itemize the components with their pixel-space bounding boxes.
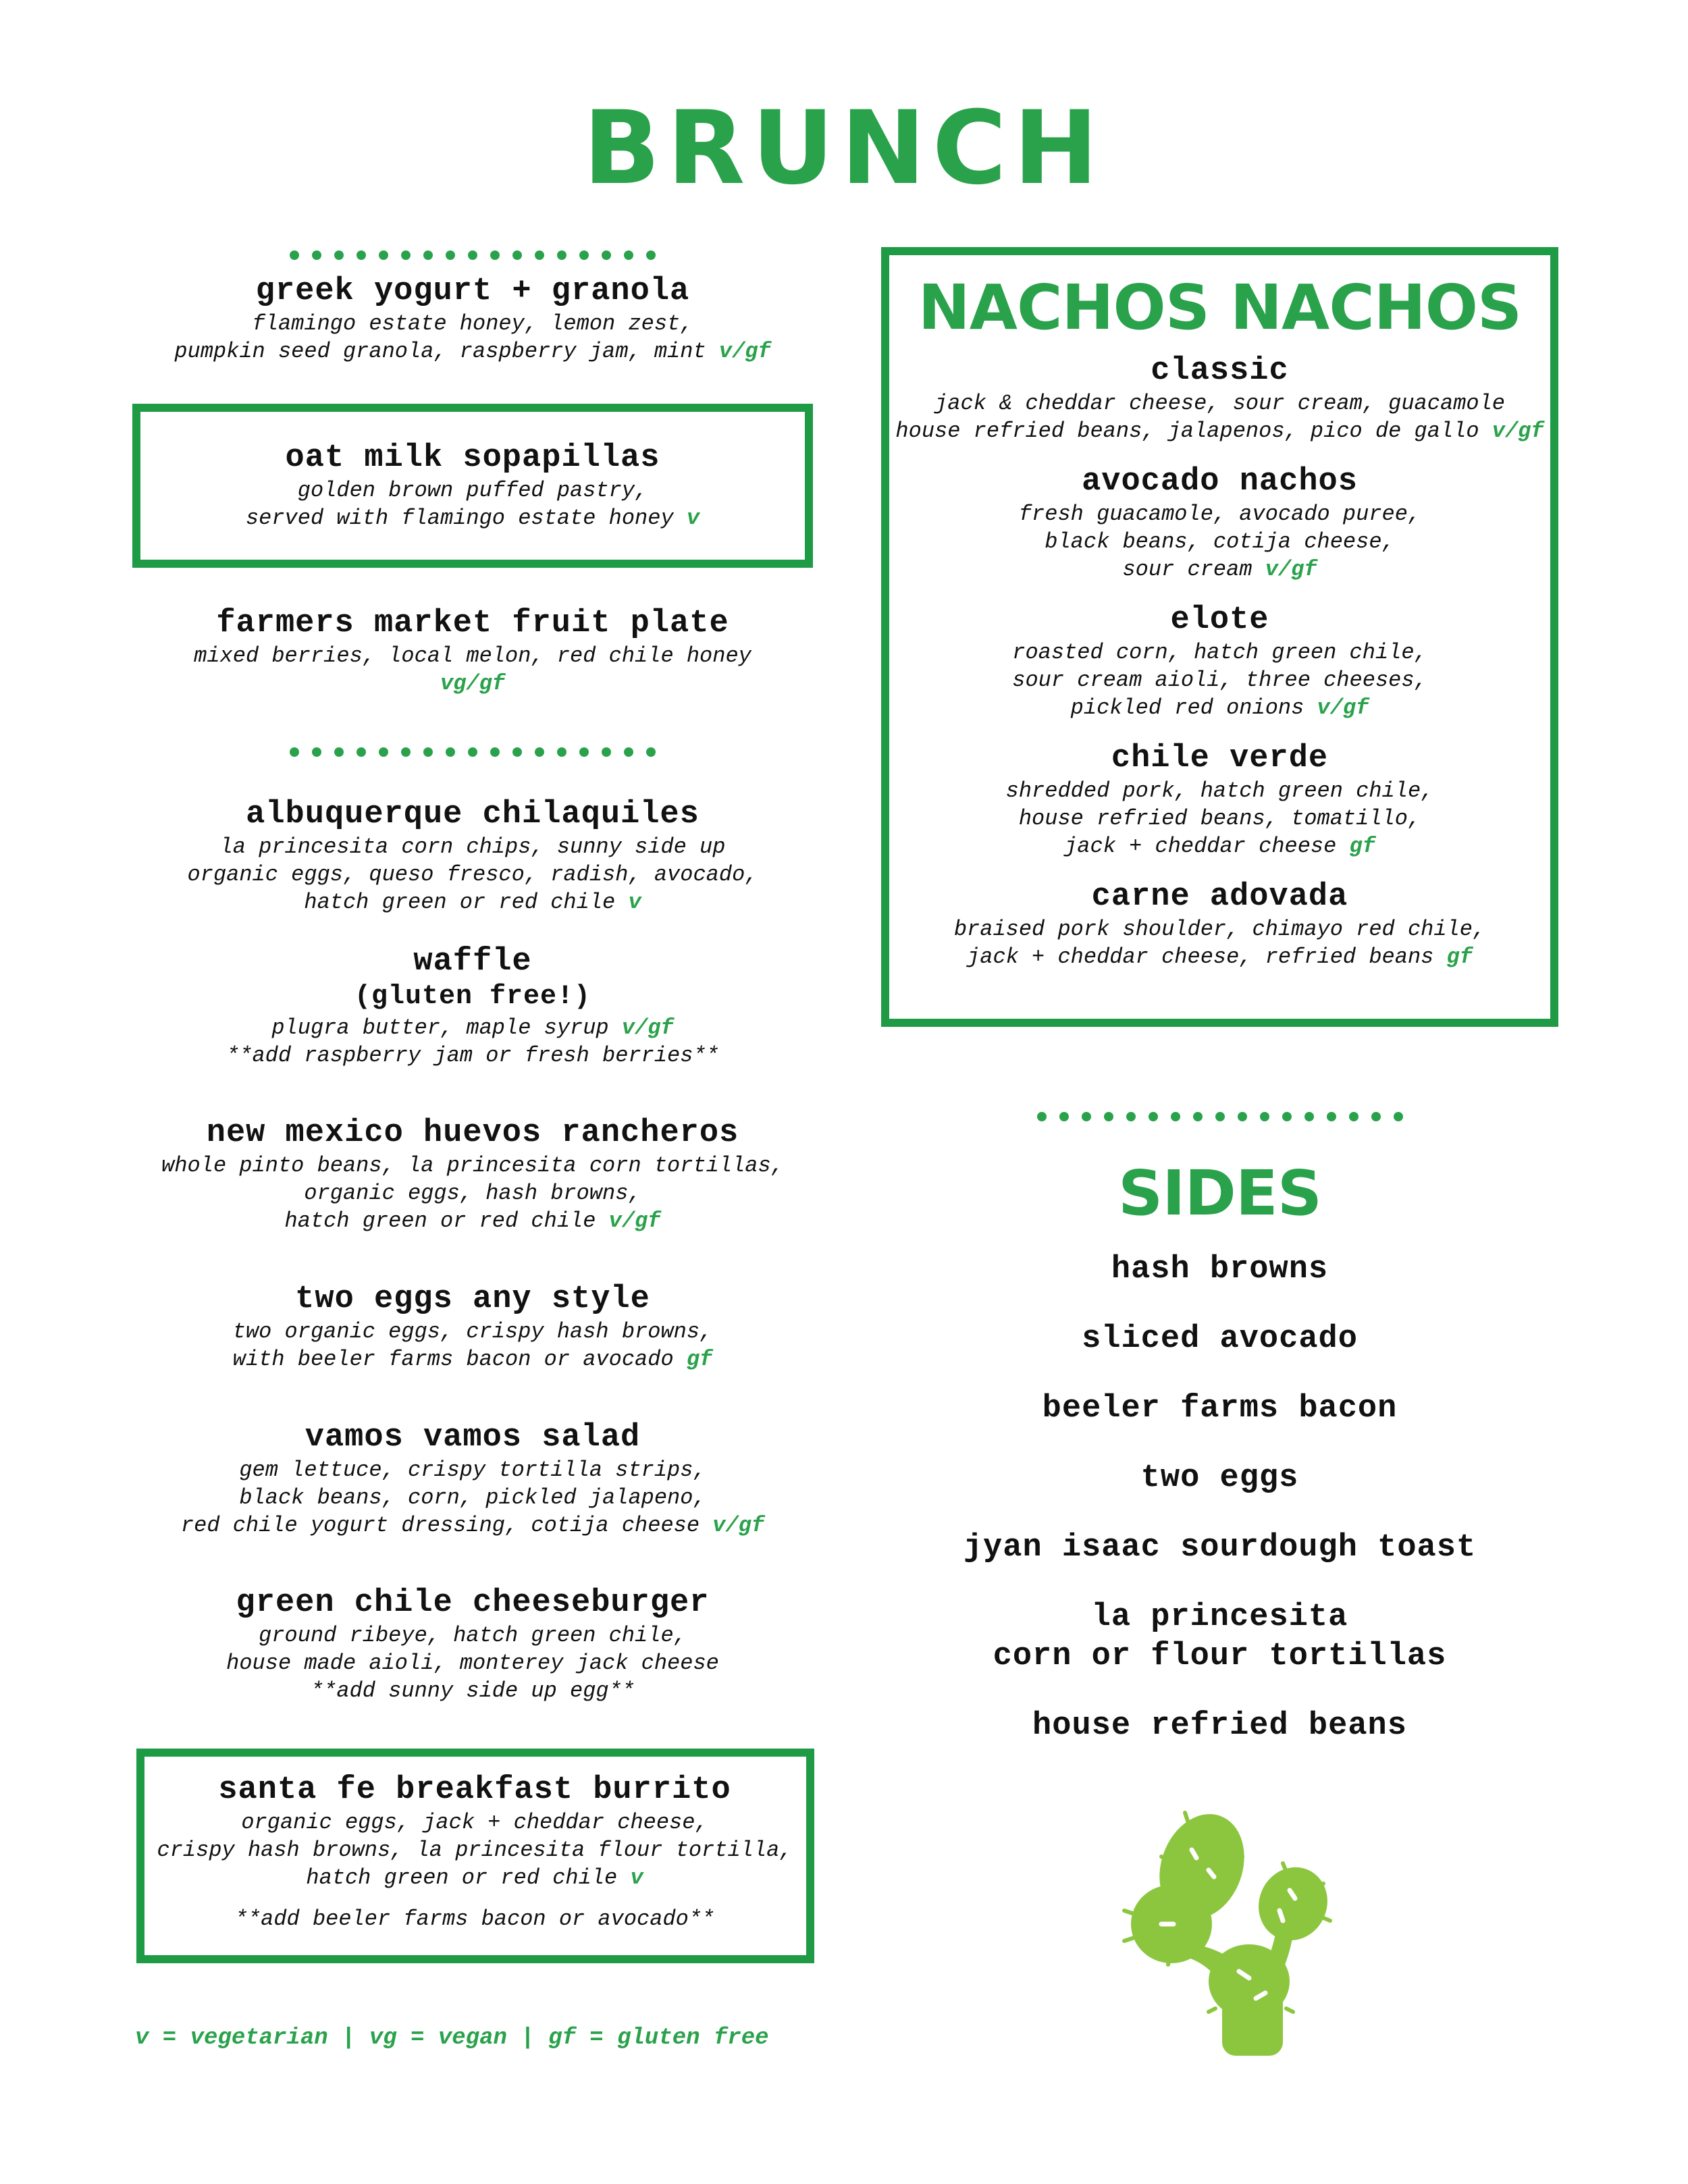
- item-name: avocado nachos: [1082, 464, 1358, 500]
- menu-item: [135, 1420, 810, 1539]
- item-note: **add beeler farms bacon or avocado**: [234, 1907, 715, 1932]
- menu-item: [135, 273, 810, 365]
- item-note: **add sunny side up egg**: [310, 1678, 635, 1703]
- item-desc: la princesita corn chips, sunny side up: [219, 834, 726, 859]
- item-name: farmers market fruit plate: [216, 606, 729, 641]
- diet-tag: v: [628, 890, 641, 915]
- item-desc: golden brown puffed pastry,: [297, 478, 648, 503]
- diet-tag: v/gf: [621, 1015, 674, 1040]
- menu-item: [135, 1585, 810, 1705]
- item-name: oat milk sopapillas: [285, 440, 660, 476]
- item-desc: black beans, corn, pickled jalapeno,: [239, 1485, 706, 1510]
- item-desc: sour cream: [1122, 557, 1252, 582]
- diet-tag: v/gf: [1492, 419, 1544, 444]
- item-name: two eggs any style: [295, 1281, 650, 1317]
- dot-divider-wrap: [881, 1099, 1558, 1126]
- item-desc: jack + cheddar cheese, refried beans: [967, 944, 1434, 969]
- item-desc: pumpkin seed granola, raspberry jam, mint: [174, 339, 706, 364]
- sides-section: [881, 1157, 1558, 1229]
- item-desc: organic eggs, hash browns,: [304, 1181, 641, 1206]
- menu-item: [881, 353, 1558, 445]
- item-name: green chile cheeseburger: [236, 1585, 710, 1621]
- diet-tag: v/gf: [608, 1208, 661, 1233]
- side-item: beeler farms bacon: [1042, 1391, 1398, 1427]
- item-desc: mixed berries, local melon, red chile honey: [194, 643, 751, 668]
- item-desc: house refried beans, jalapenos, pico de gallo: [895, 419, 1479, 444]
- cactus-body: [1131, 1809, 1340, 2056]
- section-title: NACHOS NACHOS: [918, 271, 1522, 344]
- item-desc: hatch green or red chile: [306, 1865, 618, 1890]
- side-item: sliced avocado: [1082, 1321, 1358, 1357]
- dot-divider: [881, 1099, 1558, 1126]
- menu-item: [135, 1772, 814, 1933]
- item-desc: organic eggs, jack + cheddar cheese,: [241, 1810, 708, 1835]
- side-item: jyan isaac sourdough toast: [963, 1530, 1477, 1566]
- diet-tag: v/gf: [1317, 695, 1369, 720]
- item-desc: ground ribeye, hatch green chile,: [259, 1623, 687, 1648]
- nachos-section: [881, 271, 1558, 344]
- item-desc: shredded pork, hatch green chile,: [1005, 778, 1434, 803]
- item-name: santa fe breakfast burrito: [218, 1772, 731, 1808]
- dot-divider: [135, 238, 810, 265]
- diet-tag: v/gf: [712, 1513, 765, 1538]
- diet-tag: v/gf: [718, 339, 771, 364]
- menu-item: [135, 1281, 810, 1373]
- item-desc: whole pinto beans, la princesita corn tortillas,: [161, 1153, 784, 1178]
- item-desc: house made aioli, monterey jack cheese: [226, 1651, 719, 1676]
- cactus-icon: [1121, 1809, 1364, 2059]
- menu-item: [135, 1115, 810, 1235]
- item-desc: hatch green or red chile: [284, 1208, 596, 1233]
- item-name: elote: [1170, 602, 1269, 638]
- diet-tag: v: [686, 506, 700, 531]
- item-note: **add raspberry jam or fresh berries**: [226, 1043, 719, 1068]
- side-item: two eggs: [1140, 1460, 1299, 1496]
- item-desc: roasted corn, hatch green chile,: [1012, 640, 1427, 665]
- item-desc: red chile yogurt dressing, cotija cheese: [180, 1513, 700, 1538]
- item-desc: hatch green or red chile: [304, 890, 616, 915]
- item-desc: flamingo estate honey, lemon zest,: [252, 311, 693, 336]
- side-item: la princesita: [1091, 1599, 1348, 1635]
- item-subname: (gluten free!): [354, 982, 591, 1012]
- item-name: new mexico huevos rancheros: [206, 1115, 739, 1151]
- item-desc: plugra butter, maple syrup: [271, 1015, 609, 1040]
- side-item: hash browns: [1111, 1252, 1329, 1287]
- diet-tag: gf: [1446, 944, 1473, 969]
- diet-tag: v/gf: [1265, 557, 1317, 582]
- diet-tag: gf: [686, 1347, 713, 1372]
- item-desc: pickled red onions: [1070, 695, 1304, 720]
- page-title: BRUNCH: [583, 90, 1105, 207]
- dot-divider-wrap: [135, 735, 810, 762]
- diet-tag: gf: [1349, 834, 1375, 859]
- item-desc: sour cream aioli, three cheeses,: [1012, 668, 1427, 693]
- side-item: house refried beans: [1032, 1708, 1407, 1744]
- item-name: albuquerque chilaquiles: [246, 797, 700, 832]
- item-desc: crispy hash browns, la princesita flour tortilla,: [157, 1838, 793, 1863]
- item-desc: gem lettuce, crispy tortilla strips,: [239, 1458, 706, 1483]
- item-desc: served with flamingo estate honey: [245, 506, 674, 531]
- sides-list: [881, 1250, 1558, 1746]
- menu-item: [881, 741, 1558, 860]
- item-desc: two organic eggs, crispy hash browns,: [232, 1319, 713, 1344]
- side-item: corn or flour tortillas: [993, 1639, 1447, 1674]
- item-name: carne adovada: [1091, 879, 1348, 915]
- item-desc: house refried beans, tomatillo,: [1018, 806, 1421, 831]
- menu-item: [135, 797, 810, 916]
- item-desc: braised pork shoulder, chimayo red chile,: [953, 917, 1486, 942]
- menu-item: [881, 602, 1558, 722]
- item-name: waffle: [413, 944, 532, 980]
- diet-tag: v: [630, 1865, 643, 1890]
- item-name: greek yogurt + granola: [255, 273, 690, 309]
- dot-divider: [135, 735, 810, 762]
- section-title: SIDES: [1118, 1157, 1321, 1229]
- item-name: chile verde: [1111, 741, 1329, 776]
- menu-item: [135, 440, 810, 532]
- item-desc: organic eggs, queso fresco, radish, avocado,: [187, 862, 758, 887]
- item-desc: jack & cheddar cheese, sour cream, guacamole: [934, 391, 1505, 416]
- menu-item: [881, 879, 1558, 971]
- diet-legend: v = vegetarian | vg = vegan | gf = gluten free: [135, 2025, 769, 2051]
- item-desc: black beans, cotija cheese,: [1045, 529, 1395, 554]
- item-name: vamos vamos salad: [305, 1420, 641, 1456]
- item-desc: fresh guacamole, avocado puree,: [1018, 502, 1421, 527]
- menu-item: [881, 464, 1558, 583]
- menu-item: [135, 944, 810, 1069]
- diet-tag: vg/gf: [440, 671, 505, 696]
- item-desc: with beeler farms bacon or avocado: [232, 1347, 674, 1372]
- menu-item: [135, 606, 810, 697]
- left-column: [135, 238, 810, 265]
- item-desc: jack + cheddar cheese: [1064, 834, 1337, 859]
- item-name: classic: [1151, 353, 1289, 389]
